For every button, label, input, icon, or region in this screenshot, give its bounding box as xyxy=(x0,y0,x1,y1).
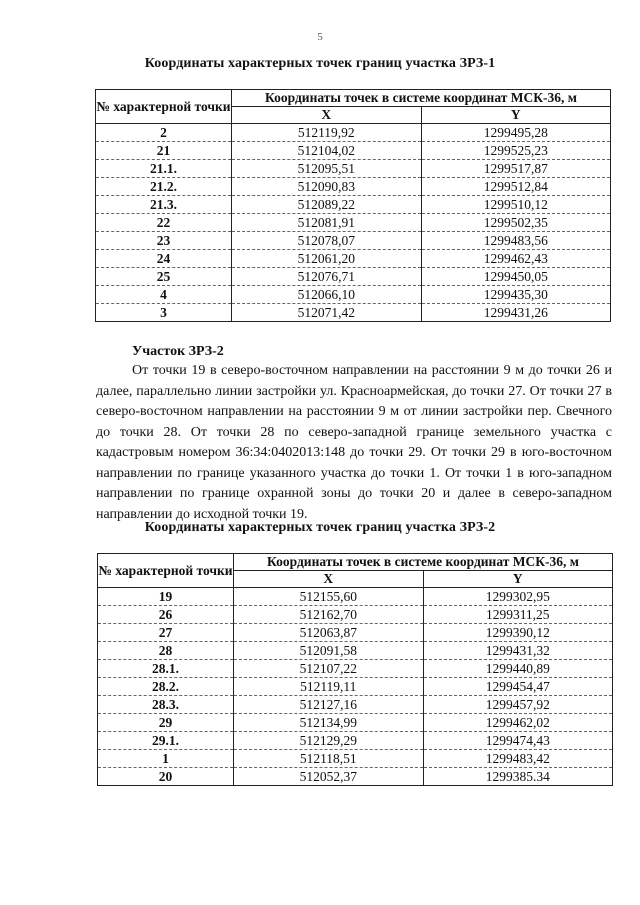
table-row xyxy=(96,304,611,322)
y-coordinate-cell: 1299431,32 xyxy=(423,642,613,660)
column-header-x: X xyxy=(232,107,422,124)
table-row xyxy=(98,732,613,750)
table-row xyxy=(96,178,611,196)
point-number-cell: 26 xyxy=(98,606,234,624)
table-row xyxy=(98,696,613,714)
x-coordinate-cell: 512089,22 xyxy=(232,196,422,214)
point-number-cell: 4 xyxy=(96,286,232,304)
column-header-point-number: № характерной точки xyxy=(96,90,232,124)
table-row xyxy=(98,624,613,642)
section-zrz-2 xyxy=(96,343,612,525)
y-coordinate-cell: 1299462,43 xyxy=(421,250,611,268)
point-number-cell: 3 xyxy=(96,304,232,322)
column-header-y: Y xyxy=(421,107,611,124)
y-coordinate-cell: 1299483,42 xyxy=(423,750,613,768)
table-row xyxy=(96,232,611,250)
table-row xyxy=(96,268,611,286)
x-coordinate-cell: 512081,91 xyxy=(232,214,422,232)
table-row xyxy=(98,606,613,624)
point-number-cell: 23 xyxy=(96,232,232,250)
column-header-coordinates: Координаты точек в системе координат МСК-36, м xyxy=(234,554,613,571)
table-row xyxy=(96,214,611,232)
point-number-cell: 28.2. xyxy=(98,678,234,696)
point-number-cell: 20 xyxy=(98,768,234,786)
column-header-coordinates: Координаты точек в системе координат МСК-36, м xyxy=(232,90,611,107)
x-coordinate-cell: 512119,11 xyxy=(234,678,424,696)
y-coordinate-cell: 1299385.34 xyxy=(423,768,613,786)
y-coordinate-cell: 1299502,35 xyxy=(421,214,611,232)
table-row xyxy=(98,642,613,660)
point-number-cell: 21 xyxy=(96,142,232,160)
point-number-cell: 24 xyxy=(96,250,232,268)
x-coordinate-cell: 512119,92 xyxy=(232,124,422,142)
x-coordinate-cell: 512162,70 xyxy=(234,606,424,624)
x-coordinate-cell: 512063,87 xyxy=(234,624,424,642)
x-coordinate-cell: 512061,20 xyxy=(232,250,422,268)
x-coordinate-cell: 512071,42 xyxy=(232,304,422,322)
point-number-cell: 25 xyxy=(96,268,232,286)
point-number-cell: 2 xyxy=(96,124,232,142)
point-number-cell: 27 xyxy=(98,624,234,642)
x-coordinate-cell: 512118,51 xyxy=(234,750,424,768)
table-title-zrz-2: Координаты характерных точек границ участка ЗРЗ-2 xyxy=(144,520,496,535)
table-row xyxy=(98,660,613,678)
table-row xyxy=(96,160,611,178)
x-coordinate-cell: 512066,10 xyxy=(232,286,422,304)
x-coordinate-cell: 512091,58 xyxy=(234,642,424,660)
y-coordinate-cell: 1299495,28 xyxy=(421,124,611,142)
point-number-cell: 22 xyxy=(96,214,232,232)
table-row xyxy=(98,678,613,696)
table-body xyxy=(96,124,611,322)
y-coordinate-cell: 1299440,89 xyxy=(423,660,613,678)
y-coordinate-cell: 1299474,43 xyxy=(423,732,613,750)
point-number-cell: 1 xyxy=(98,750,234,768)
table-row xyxy=(96,124,611,142)
page-number: 5 xyxy=(317,31,323,43)
x-coordinate-cell: 512076,71 xyxy=(232,268,422,286)
point-number-cell: 21.2. xyxy=(96,178,232,196)
point-number-cell: 28.1. xyxy=(98,660,234,678)
point-number-cell: 28.3. xyxy=(98,696,234,714)
point-number-cell: 19 xyxy=(98,588,234,606)
table-row xyxy=(98,714,613,732)
y-coordinate-cell: 1299483,56 xyxy=(421,232,611,250)
x-coordinate-cell: 512095,51 xyxy=(232,160,422,178)
x-coordinate-cell: 512090,83 xyxy=(232,178,422,196)
table-title-zrz-1: Координаты характерных точек границ участка ЗРЗ-1 xyxy=(144,56,496,71)
x-coordinate-cell: 512052,37 xyxy=(234,768,424,786)
point-number-cell: 28 xyxy=(98,642,234,660)
table-row xyxy=(98,768,613,786)
table-row xyxy=(96,250,611,268)
table-row xyxy=(96,286,611,304)
y-coordinate-cell: 1299517,87 xyxy=(421,160,611,178)
table-row xyxy=(96,196,611,214)
y-coordinate-cell: 1299454,47 xyxy=(423,678,613,696)
x-coordinate-cell: 512107,22 xyxy=(234,660,424,678)
point-number-cell: 21.3. xyxy=(96,196,232,214)
column-header-y: Y xyxy=(423,571,613,588)
y-coordinate-cell: 1299512,84 xyxy=(421,178,611,196)
table-body xyxy=(98,588,613,786)
point-number-cell: 21.1. xyxy=(96,160,232,178)
y-coordinate-cell: 1299435,30 xyxy=(421,286,611,304)
x-coordinate-cell: 512127,16 xyxy=(234,696,424,714)
y-coordinate-cell: 1299525,23 xyxy=(421,142,611,160)
table-row xyxy=(98,588,613,606)
y-coordinate-cell: 1299431,26 xyxy=(421,304,611,322)
section-text: От точки 19 в северо-восточном направлении на расстоянии 9 м до точки 26 и далее, параллельно линии застройки ул. Красноармейская, до точки 27. От точки 27 в северо-восточном направлении на расстоянии 9 м от линии застройки пер. Свечного до точки 28. От точки 28 по северо-западной границе земельного участка с кадастровым номером 36:34:0402013:148 до точки 29. От точки 29 в юго-восточном направлении по границе указанного участка до точки 1. От точки 1 в юго-западном направлении по границе охранной зоны до точки 20 и далее в северо-западном направлении до исходной точки 19. xyxy=(96,363,612,522)
y-coordinate-cell: 1299311,25 xyxy=(423,606,613,624)
column-header-x: X xyxy=(234,571,424,588)
y-coordinate-cell: 1299462,02 xyxy=(423,714,613,732)
y-coordinate-cell: 1299457,92 xyxy=(423,696,613,714)
y-coordinate-cell: 1299390,12 xyxy=(423,624,613,642)
x-coordinate-cell: 512155,60 xyxy=(234,588,424,606)
point-number-cell: 29.1. xyxy=(98,732,234,750)
y-coordinate-cell: 1299450,05 xyxy=(421,268,611,286)
column-header-point-number: № характерной точки xyxy=(98,554,234,588)
table-row xyxy=(96,142,611,160)
x-coordinate-cell: 512104,02 xyxy=(232,142,422,160)
x-coordinate-cell: 512129,29 xyxy=(234,732,424,750)
coordinates-table-zrz-1 xyxy=(95,89,611,322)
x-coordinate-cell: 512134,99 xyxy=(234,714,424,732)
coordinates-table-zrz-2 xyxy=(97,553,613,786)
table-row xyxy=(98,750,613,768)
point-number-cell: 29 xyxy=(98,714,234,732)
y-coordinate-cell: 1299510,12 xyxy=(421,196,611,214)
section-heading: Участок ЗРЗ-2 xyxy=(132,344,224,359)
y-coordinate-cell: 1299302,95 xyxy=(423,588,613,606)
x-coordinate-cell: 512078,07 xyxy=(232,232,422,250)
